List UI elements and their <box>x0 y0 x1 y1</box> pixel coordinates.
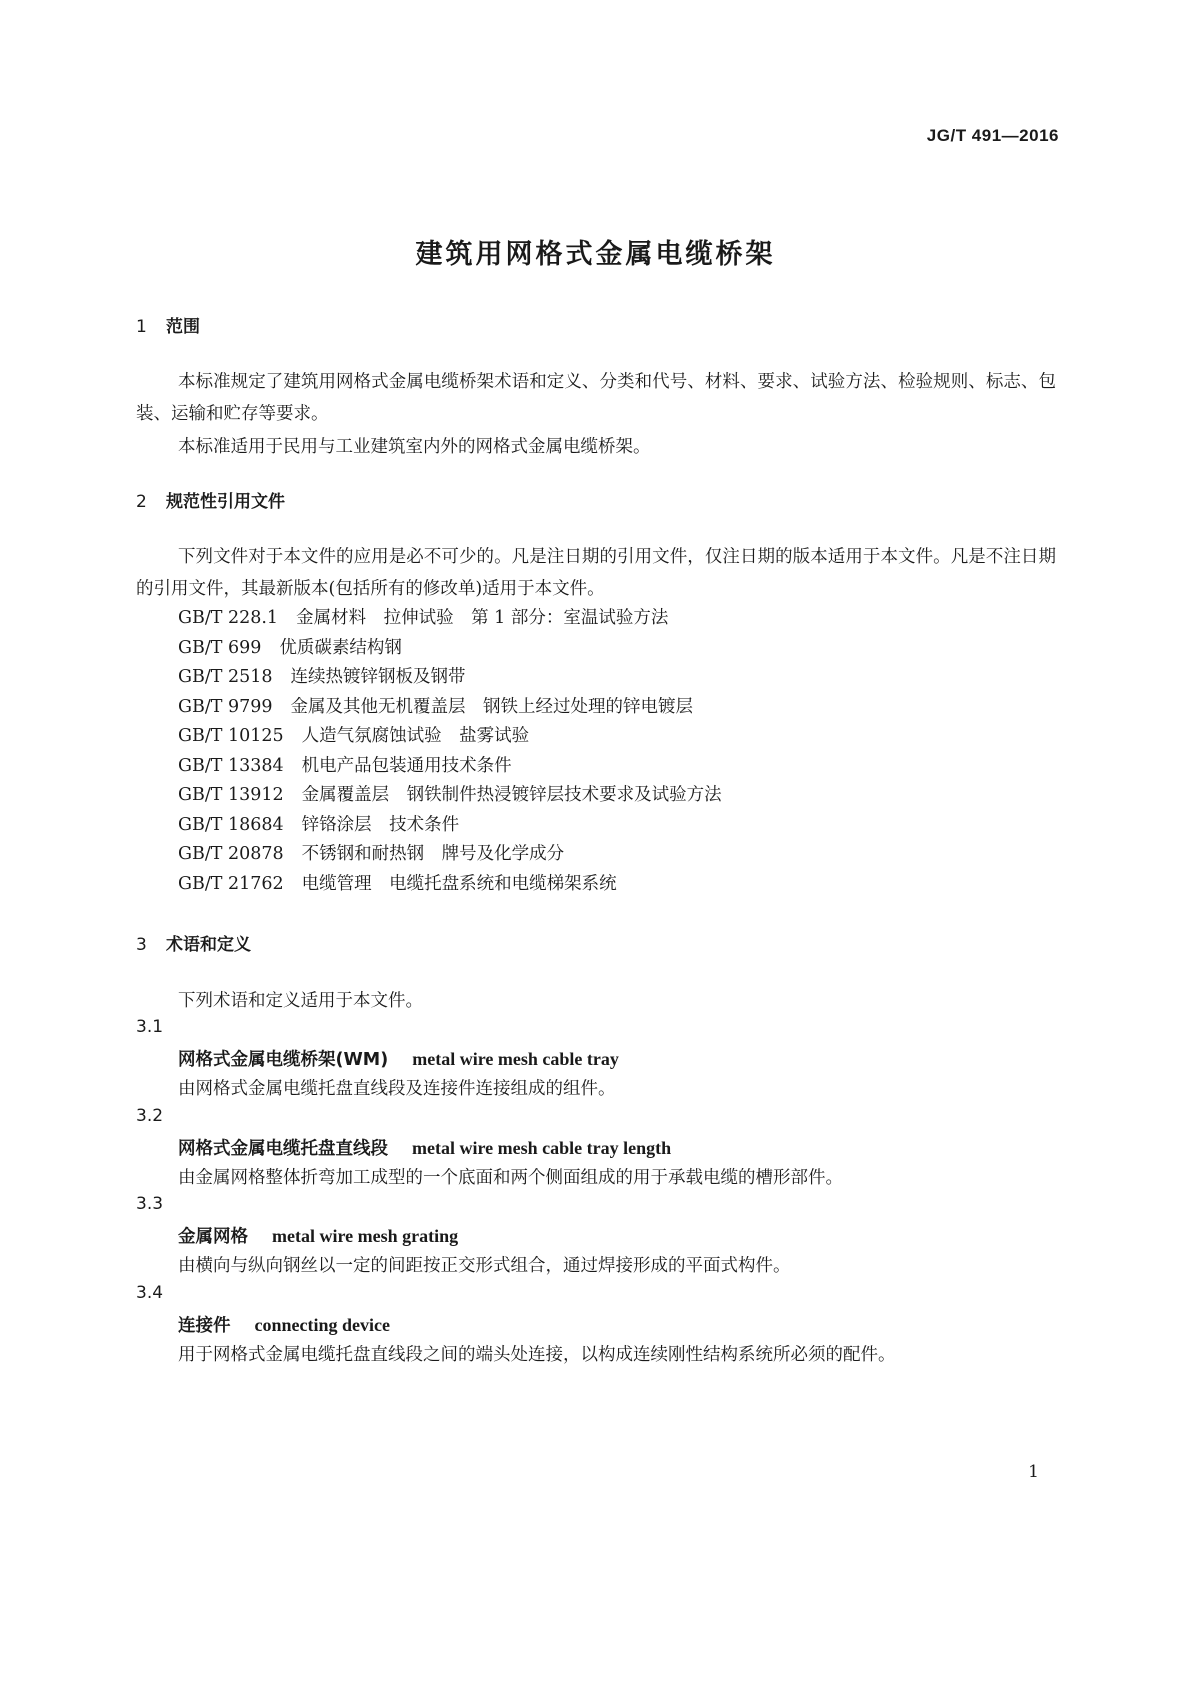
standard-code: JG/T 491—2016 <box>926 126 1059 145</box>
term-en: connecting device <box>254 1315 390 1335</box>
term-definition: 由横向与纵向钢丝以一定的间距按正交形式组合，通过焊接形成的平面式构件。 <box>178 1256 791 1276</box>
scope-paragraph-2: 本标准适用于民用与工业建筑室内外的网格式金属电缆桥架。 <box>178 437 651 457</box>
section-title: 术语和定义 <box>166 935 251 955</box>
reference-item <box>178 604 668 629</box>
reference-item <box>178 634 402 659</box>
reference-title: 不锈钢和耐热钢 牌号及化学成分 <box>301 844 565 864</box>
reference-code: GB/T 21762 <box>178 874 284 894</box>
term-zh: 连接件 <box>178 1316 231 1336</box>
reference-item <box>178 840 564 865</box>
reference-item <box>178 722 529 747</box>
reference-code: GB/T 2518 <box>178 667 273 687</box>
term-en: metal wire mesh cable tray length <box>412 1138 672 1158</box>
references-intro-paragraph: 下列文件对于本文件的应用是必不可少的。凡是注日期的引用文件，仅注日期的版本适用于本文件。凡是不注日期的引用文件，其最新版本(包括所有的修改单)适用于本文件。 <box>136 547 1056 599</box>
term-heading <box>178 1135 671 1160</box>
section-heading-normative-references <box>136 487 285 512</box>
reference-item <box>178 781 722 806</box>
term-en: metal wire mesh grating <box>272 1226 459 1246</box>
reference-code: GB/T 13384 <box>178 756 284 776</box>
term-heading <box>178 1312 390 1337</box>
term-zh: 网格式金属电缆桥架(WM) <box>178 1050 389 1070</box>
term-zh: 网格式金属电缆托盘直线段 <box>178 1139 388 1159</box>
reference-title: 电缆管理 电缆托盘系统和电缆梯架系统 <box>301 874 617 894</box>
reference-title: 连续热镀锌钢板及钢带 <box>290 667 466 687</box>
section-number: 2 <box>136 492 147 512</box>
term-heading <box>178 1046 619 1071</box>
reference-title: 人造气氛腐蚀试验 盐雾试验 <box>301 726 530 746</box>
reference-title: 金属材料 拉伸试验 第 1 部分：室温试验方法 <box>296 608 669 628</box>
reference-code: GB/T 18684 <box>178 815 284 835</box>
reference-item <box>178 752 512 777</box>
section-number: 1 <box>136 317 147 337</box>
term-zh: 金属网格 <box>178 1227 248 1247</box>
terms-intro: 下列术语和定义适用于本文件。 <box>178 991 423 1011</box>
reference-code: GB/T 10125 <box>178 726 284 746</box>
term-heading <box>178 1223 458 1248</box>
term-en: metal wire mesh cable tray <box>412 1049 619 1069</box>
document-title: 建筑用网格式金属电缆桥架 <box>415 239 776 270</box>
section-heading-scope <box>136 312 200 337</box>
term-number: 3.1 <box>136 1017 164 1037</box>
reference-code: GB/T 228.1 <box>178 608 279 628</box>
reference-title: 优质碳素结构钢 <box>279 638 402 658</box>
reference-item <box>178 811 459 836</box>
section-title: 规范性引用文件 <box>166 492 285 512</box>
term-number: 3.3 <box>136 1194 164 1214</box>
section-title: 范围 <box>166 317 200 337</box>
reference-code: GB/T 13912 <box>178 785 284 805</box>
reference-code: GB/T 20878 <box>178 844 284 864</box>
reference-item <box>178 870 617 895</box>
term-definition: 由金属网格整体折弯加工成型的一个底面和两个侧面组成的用于承载电缆的槽形部件。 <box>178 1168 843 1188</box>
reference-title: 金属覆盖层 钢铁制件热浸镀锌层技术要求及试验方法 <box>301 785 722 805</box>
term-number: 3.2 <box>136 1106 164 1126</box>
reference-title: 锌铬涂层 技术条件 <box>301 815 460 835</box>
section-heading-terms <box>136 930 251 955</box>
reference-title: 机电产品包装通用技术条件 <box>301 756 512 776</box>
reference-code: GB/T 699 <box>178 638 262 658</box>
scope-paragraph-1: 本标准规定了建筑用网格式金属电缆桥架术语和定义、分类和代号、材料、要求、试验方法、检验规则、标志、包装、运输和贮存等要求。 <box>136 372 1056 424</box>
page-number: 1 <box>1028 1462 1039 1482</box>
reference-item <box>178 693 693 718</box>
reference-code: GB/T 9799 <box>178 697 273 717</box>
reference-item <box>178 663 466 688</box>
term-number: 3.4 <box>136 1283 164 1303</box>
term-definition: 由网格式金属电缆托盘直线段及连接件连接组成的组件。 <box>178 1079 616 1099</box>
reference-title: 金属及其他无机覆盖层 钢铁上经过处理的锌电镀层 <box>290 697 694 717</box>
section-number: 3 <box>136 935 147 955</box>
term-definition: 用于网格式金属电缆托盘直线段之间的端头处连接，以构成连续刚性结构系统所必须的配件。 <box>178 1345 896 1365</box>
